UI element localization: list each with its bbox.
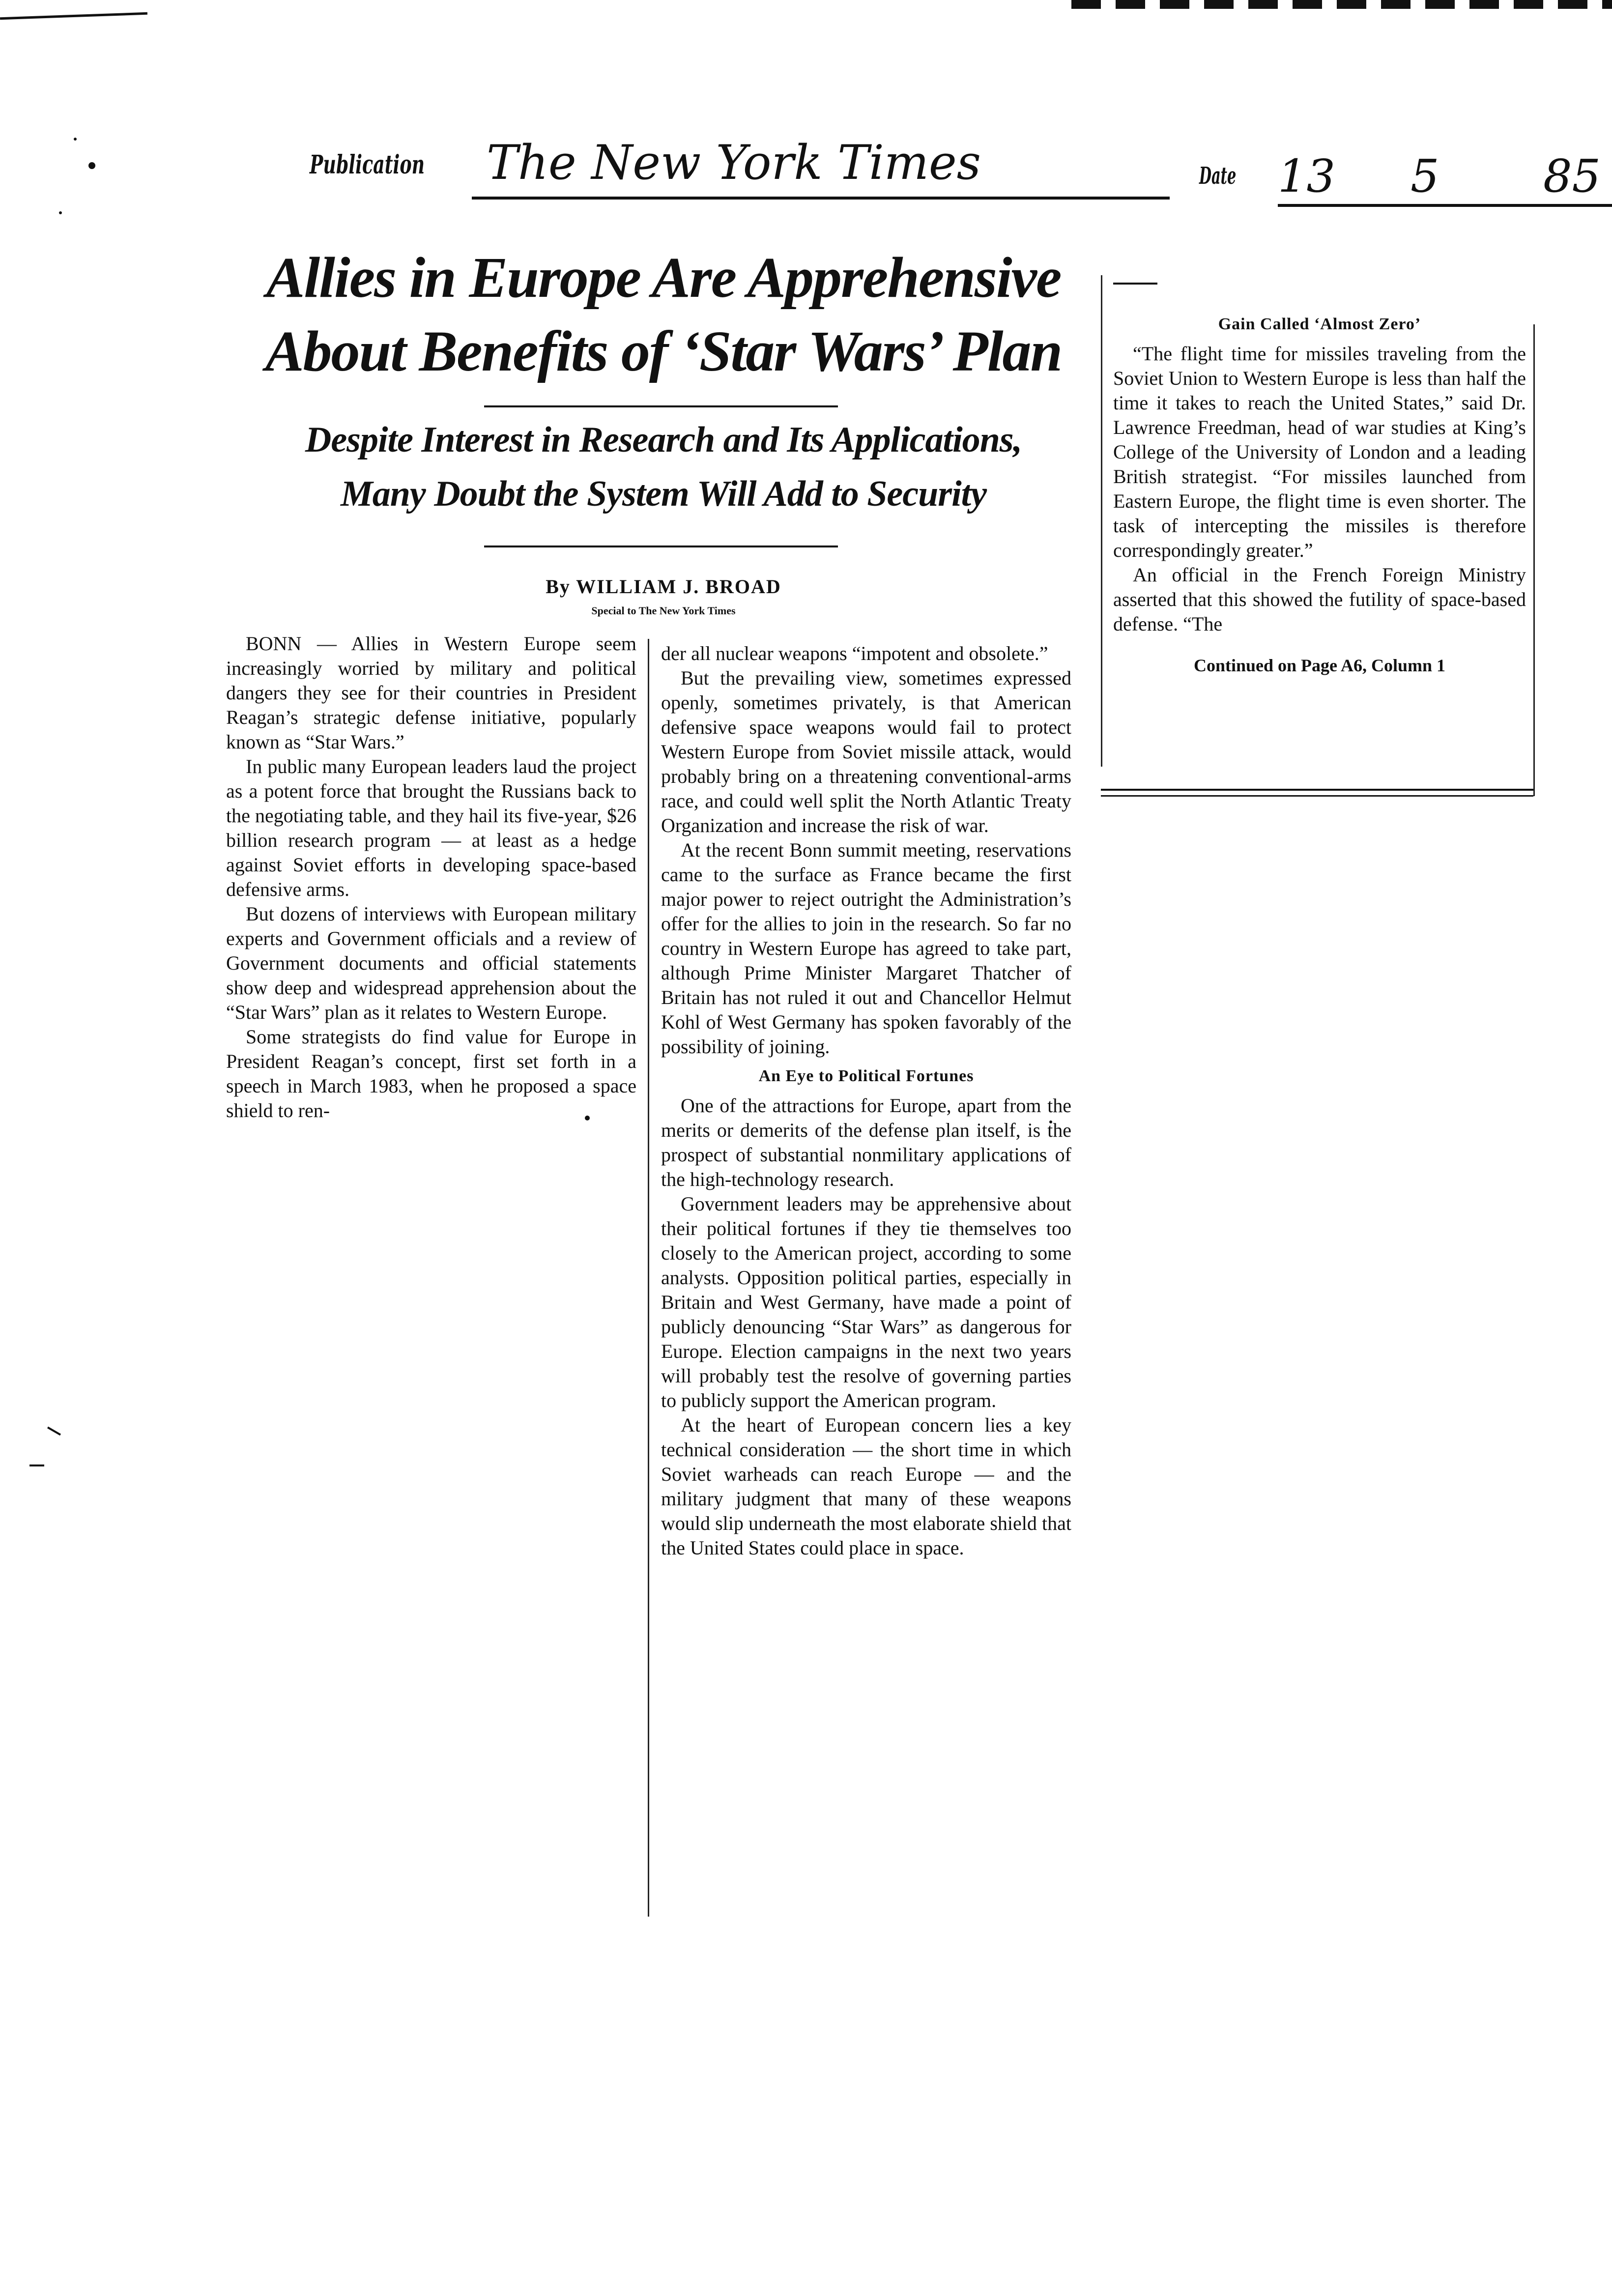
column-3-top-mark — [1113, 283, 1157, 285]
date-month: 5 — [1410, 150, 1439, 202]
deck — [231, 413, 1096, 521]
paragraph: In public many European leaders laud the project as a potent force that brought the Russians back to the negotiating table, and they hail its five-year, $26 billion research program — at least as a hedge against Soviet efforts in developing space-based defensive arms. — [226, 755, 636, 900]
deck-divider — [484, 545, 838, 547]
margin-speck — [74, 138, 77, 141]
paragraph: BONN — Allies in Western Europe seem increasingly worried by military and political dangers they see for their countries in President Reagan’s strategic defense initiative, popularly known as “Star Wars.” — [226, 632, 636, 753]
date-label: Date — [1199, 162, 1237, 190]
margin-speck — [88, 162, 95, 169]
byline: By WILLIAM J. BROAD — [546, 575, 781, 598]
headline-line: Allies in Europe Are Apprehensive — [266, 245, 1061, 310]
paragraph: At the recent Bonn summit meeting, reservations came to the surface as France became the first major power to reject outright the Administration’s offer for the allies to join in the research. So far no country in Western Europe has agreed to take part, although Prime Minister Margaret Thatcher of Britain has not ruled it out and Chancellor Helmut Kohl of West Germany has spoken favorably of the possibility of joining. — [661, 839, 1071, 1058]
column-rule — [648, 639, 649, 1917]
paragraph: An official in the French Foreign Ministry asserted that this showed the futility of space-based defense. “The — [1113, 564, 1526, 635]
column-1 — [226, 631, 636, 1123]
date-underline — [1278, 204, 1612, 207]
continued-line: Continued on Page A6, Column 1 — [1193, 656, 1446, 675]
column-3-end-rule — [1101, 795, 1533, 797]
paragraph: Government leaders may be apprehensive about their political fortunes if they tie themselves too closely to the American project, according to some analysts. Opposition political parties, especially in Britain and West Germany, have made a point of publicly denouncing “Star Wars” as dangerous for Europe. Election campaigns in the next two years will probably test the resolve of governing parties to publicly support the American program. — [661, 1193, 1071, 1411]
headline — [231, 241, 1096, 388]
column-2 — [661, 641, 1071, 1560]
date-year: 85 — [1543, 150, 1601, 202]
date-day: 13 — [1278, 150, 1336, 202]
subhead-political-fortunes: An Eye to Political Fortunes — [758, 1067, 974, 1085]
margin-speck — [59, 211, 62, 214]
column-3 — [1113, 307, 1526, 678]
paragraph: But dozens of interviews with European military experts and Government officials and a review of Government documents and official statements show deep and widespread apprehension about the “Star Wars” plan as it relates to Western Europe. — [226, 903, 636, 1023]
headline-line: About Benefits of ‘Star Wars’ Plan — [265, 319, 1062, 383]
subhead-almost-zero: Gain Called ‘Almost Zero’ — [1218, 315, 1421, 333]
paragraph: One of the attractions for Europe, apart from the merits or demerits of the defense plan itself, is the prospect of substantial nonmilitary applications of the high-technology research. — [661, 1094, 1071, 1190]
deck-line: Despite Interest in Research and Its Applications, — [305, 420, 1022, 460]
byline-sub: Special to The New York Times — [591, 604, 736, 617]
paragraph: At the heart of European concern lies a key technical consideration — the short time in which Soviet warheads can reach Europe — and the military judgment that many of these weapons would slip underneath the most elaborate shield that the United States could place in space. — [661, 1414, 1071, 1559]
top-left-scratch — [0, 12, 147, 20]
publication-underline — [472, 197, 1170, 200]
column-rule — [1533, 324, 1535, 796]
headline-divider — [484, 405, 838, 407]
publication-label: Publication — [310, 150, 425, 180]
publication-handwritten: The New York Times — [487, 135, 981, 190]
paragraph: But the prevailing view, sometimes expressed openly, sometimes privately, is that American defensive space weapons would fail to protect Western Europe from Soviet missile attack, would probably bring on a threatening conventional-arms race, and could well split the North Atlantic Treaty Organization and increase the risk of war. — [661, 667, 1071, 836]
margin-tick — [47, 1427, 61, 1435]
margin-tick — [29, 1464, 44, 1466]
column-rule — [1101, 275, 1102, 767]
paragraph: der all nuclear weapons “impotent and obsolete.” — [661, 642, 1048, 664]
top-right-scribble — [1071, 0, 1612, 9]
paragraph: “The flight time for missiles traveling from the Soviet Union to Western Europe is less than half the time it takes to reach the United States,” said Dr. Lawrence Freedman, head of war studies at King’s College of the University of London and a leading British strategist. “For missiles launched from Eastern Europe, the flight time is even shorter. The task of intercepting the missiles is therefore correspondingly greater.” — [1113, 343, 1526, 561]
date-handwritten — [1278, 150, 1612, 204]
column-3-end-rule — [1101, 789, 1533, 791]
deck-line: Many Doubt the System Will Add to Security — [340, 474, 987, 514]
paragraph: Some strategists do find value for Europe in President Reagan’s concept, first set forth in a speech in March 1983, when he proposed a space shield to ren- — [226, 1026, 636, 1121]
